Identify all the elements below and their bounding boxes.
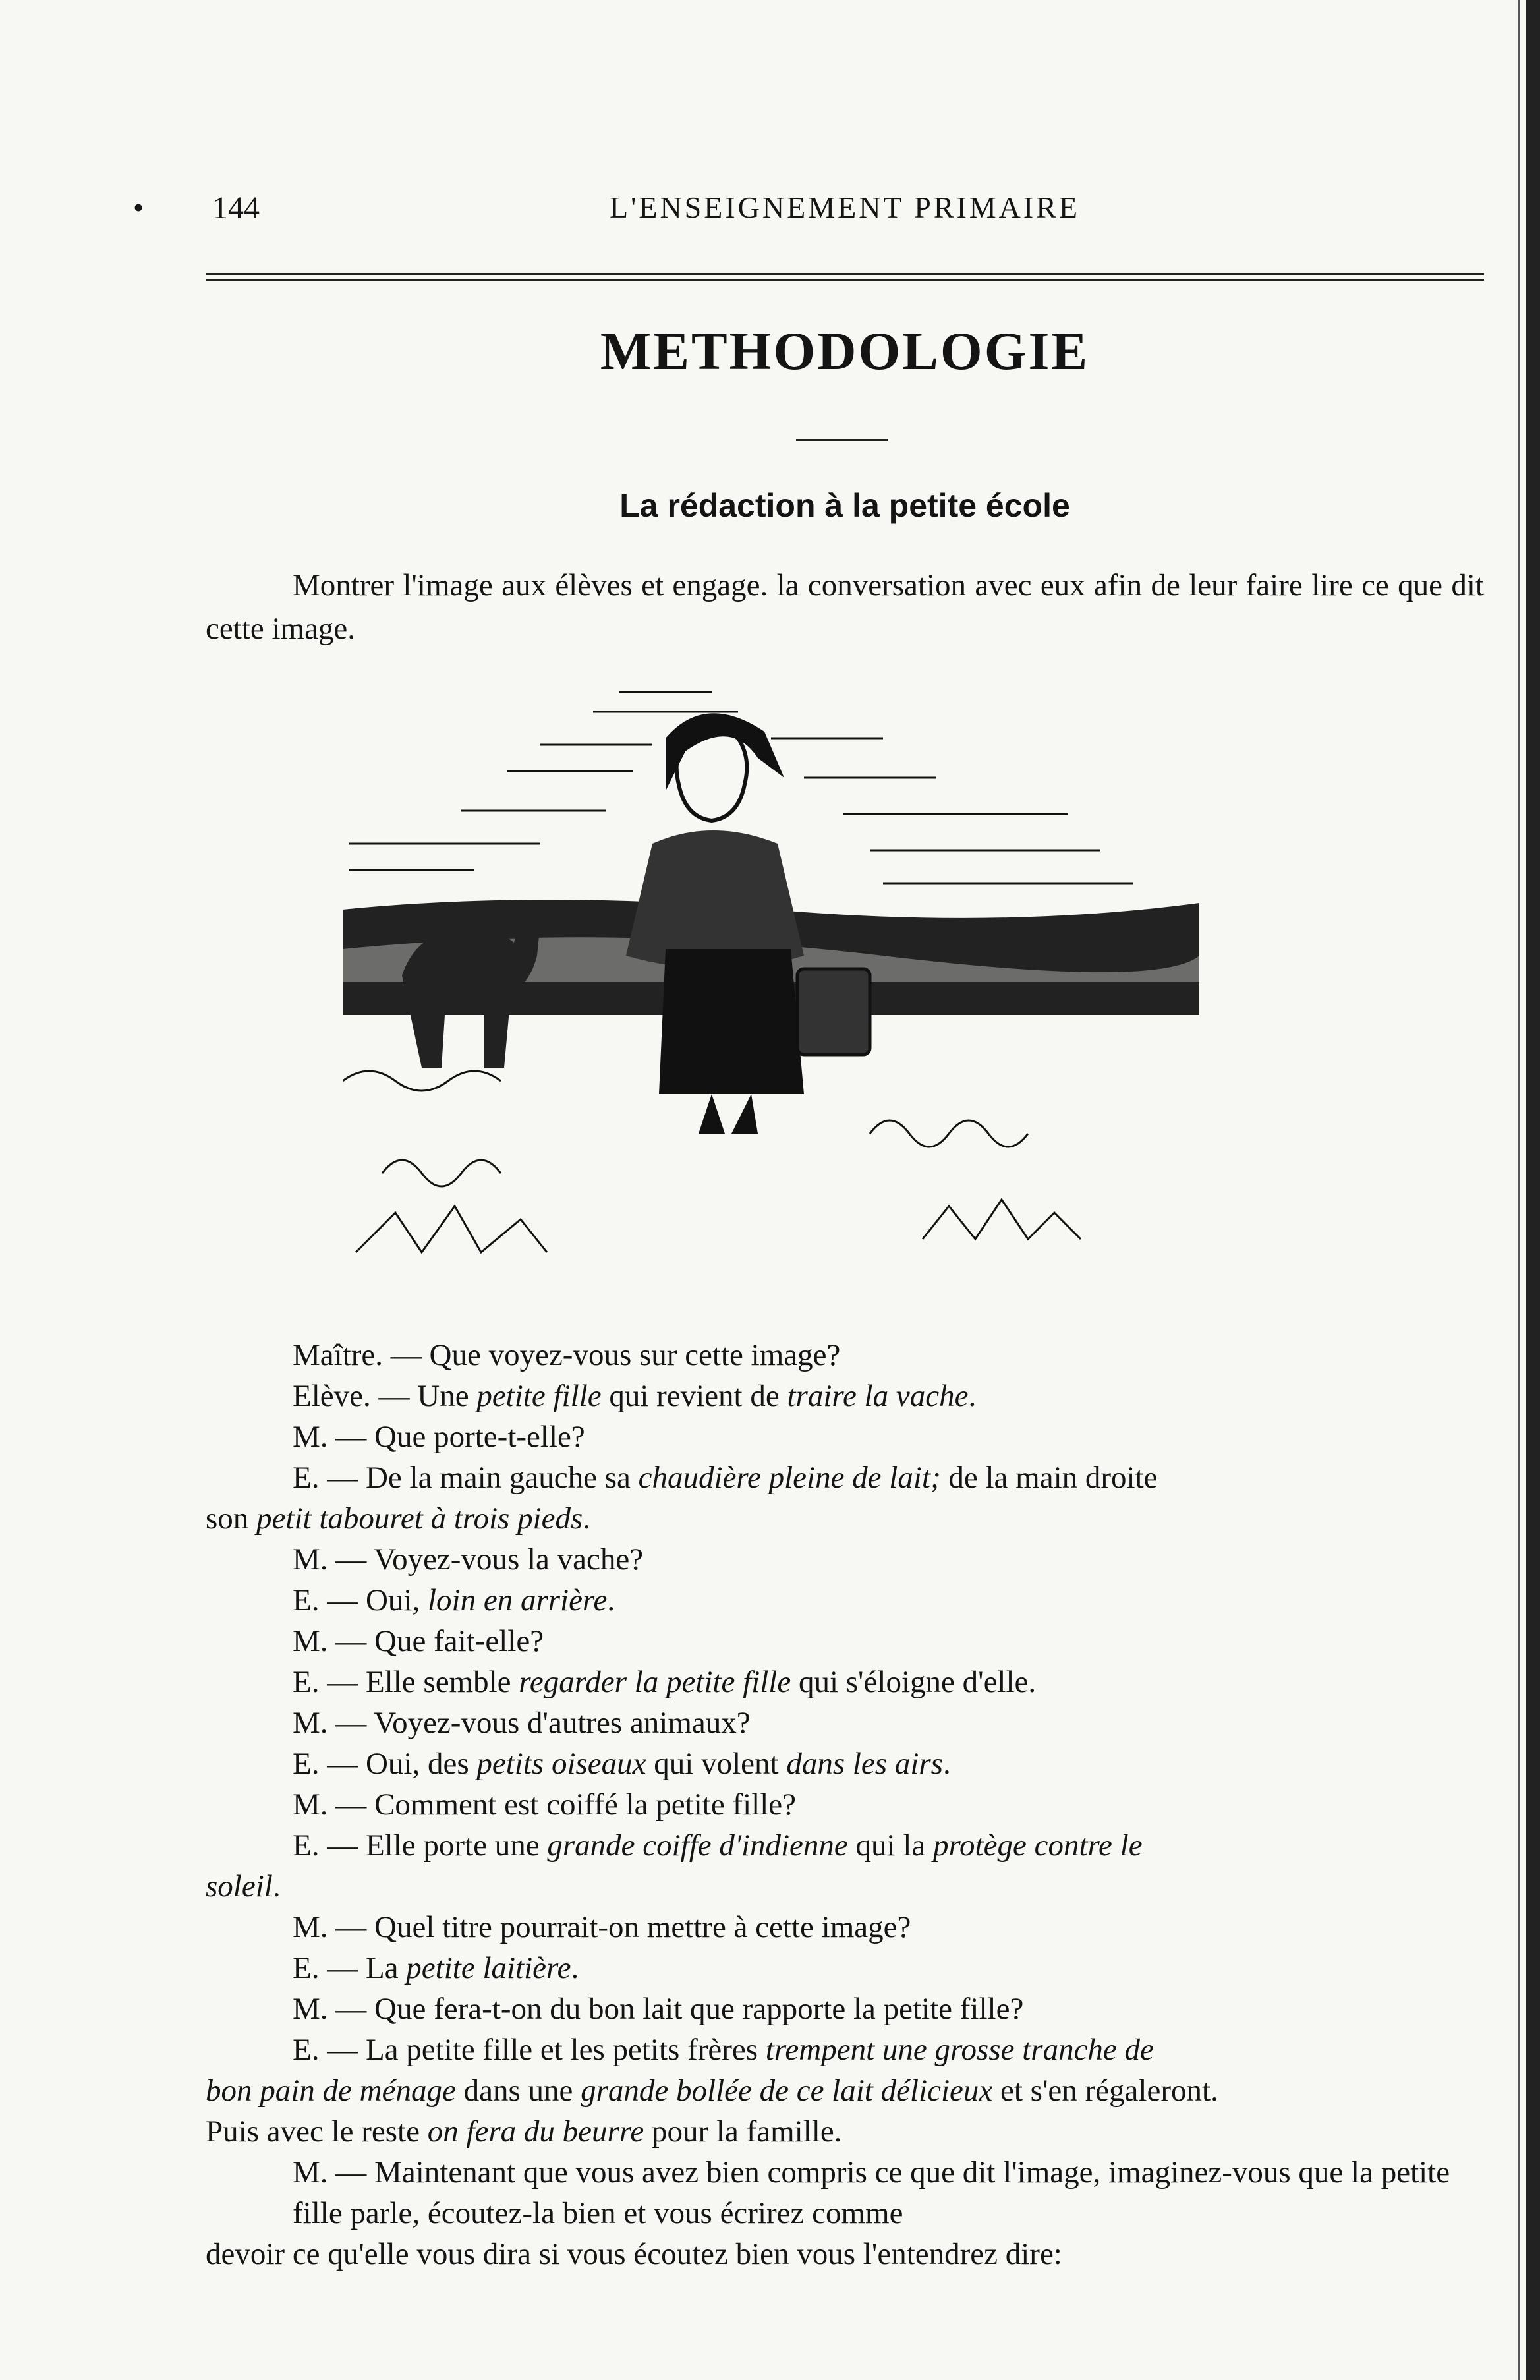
line-text: Une [417,1379,477,1413]
line-text: Puis avec le reste [206,2114,428,2149]
line-text: La [365,1951,407,1985]
dialogue-line [206,1866,1484,1907]
line-text: devoir ce qu'elle vous dira si vous écoutez bien vous l'entendrez dire: [206,2237,1062,2271]
line-text: pour la famille. [644,2114,842,2149]
speaker: E. — [293,2033,358,2067]
line-text: Que porte-t-elle? [374,1420,585,1454]
line-text: La petite fille et les petits frères [365,2033,766,2067]
line-text: Voyez-vous d'autres animaux? [374,1706,751,1740]
dialogue [206,1335,1484,2275]
page-edge-shadow [1526,0,1540,2380]
page-header [133,190,1484,229]
line-text: Oui, des [365,1747,477,1781]
speaker: E. — [293,1665,358,1699]
line-text: Elle porte une [365,1828,548,1863]
line-text: qui la [847,1828,934,1863]
speaker: M. — [293,1910,367,1944]
dialogue-line [206,1702,1484,1743]
line-text: Que voyez-vous sur cette image? [429,1338,841,1372]
dialogue-line [206,2070,1484,2111]
emphasis: on fera du beurre [427,2114,644,2149]
emphasis: petite fille [476,1379,602,1413]
section-title: METHODOLOGIE [600,321,1090,381]
speaker: M. — [293,1624,367,1658]
line-text: dans une [455,2074,581,2108]
emphasis: petit tabouret à trois pieds [256,1501,583,1536]
line-text: Que fera-t-on du bon lait que rapporte la petite fille? [374,1992,1024,2026]
speaker: E. — [293,1951,358,1985]
line-text: Maintenant que vous avez bien compris ce que dit l'image, imaginez-vous que la petite fille parle, écoutez-la bien et vous écrirez comme [293,2155,1450,2230]
speaker: Elève. — [293,1379,410,1413]
speaker: M. — [293,1787,367,1822]
line-text: Voyez-vous la vache? [374,1542,644,1577]
dialogue-line [206,1907,1484,1948]
emphasis: regarder la petite fille [519,1665,791,1699]
emphasis: dans les airs [786,1747,943,1781]
article-subtitle: La rédaction à la petite école [619,487,1070,524]
emphasis: grande coiffe d'indienne [547,1828,848,1863]
emphasis: loin en arrière [427,1583,608,1617]
dialogue-line [206,1662,1484,1702]
dialogue-line [206,1621,1484,1662]
running-head: L'ENSEIGNEMENT PRIMAIRE [609,190,1081,224]
emphasis: bon pain de ménage [206,2074,456,2108]
line-text: . [607,1583,615,1617]
line-text: Comment est coiffé la petite fille? [374,1787,796,1822]
line-text: et s'en régaleront. [992,2074,1218,2108]
line-text: Que fait-elle? [374,1624,544,1658]
speaker: E. — [293,1461,358,1495]
line-text: . [968,1379,977,1413]
title-rule [796,439,888,441]
intro-text: Montrer l'image aux élèves et engage. la conversation avec eux afin de leur faire lire ce que dit cette image. [206,568,1484,646]
speaker: E. — [293,1828,358,1863]
dialogue-line [206,1498,1484,1539]
speaker: M. — [293,1420,367,1454]
line-text: Elle semble [365,1665,519,1699]
dialogue-line [206,2152,1484,2234]
emphasis: chaudière pleine de lait; [638,1461,941,1495]
emphasis: traire la vache [787,1379,969,1413]
header-rule-thin [206,279,1484,281]
emphasis: protège contre le [933,1828,1143,1863]
page-edge-line [1518,0,1520,2380]
margin-bullet: • [133,190,144,224]
line-text: . [583,1501,591,1536]
line-text: Quel titre pourrait-on mettre à cette image? [374,1910,911,1944]
intro-paragraph [206,564,1484,651]
dialogue-line [206,1784,1484,1825]
speaker: E. — [293,1583,358,1617]
dialogue-line [206,1539,1484,1580]
line-text: qui s'éloigne d'elle. [791,1665,1037,1699]
emphasis: grande bollée de ce lait délicieux [581,2074,993,2108]
speaker: Maître. — [293,1338,422,1372]
dialogue-line [206,1457,1484,1498]
line-text: de la main droite [940,1461,1158,1495]
line-text: qui revient de [601,1379,787,1413]
dialogue-line [206,1335,1484,1376]
speaker: M. — [293,2155,367,2190]
dialogue-line [206,2029,1484,2070]
emphasis: trempent une grosse tranche de [765,2033,1154,2067]
dialogue-line [206,1743,1484,1784]
line-text: son [206,1501,257,1536]
speaker: M. — [293,1706,367,1740]
illustration-milkmaid [343,672,1199,1285]
line-text: . [942,1747,951,1781]
dialogue-line [206,2234,1484,2275]
speaker: M. — [293,1992,367,2026]
emphasis: petite laitière [406,1951,571,1985]
header-rule [206,273,1484,275]
line-text: . [272,1869,281,1903]
line-text: Oui, [365,1583,428,1617]
line-text: qui volent [646,1747,787,1781]
dialogue-line [206,1948,1484,1988]
speaker: M. — [293,1542,367,1577]
speaker: E. — [293,1747,358,1781]
dialogue-line [206,1988,1484,2029]
line-text: De la main gauche sa [365,1461,639,1495]
dialogue-line [206,2111,1484,2152]
dialogue-line [206,1580,1484,1621]
emphasis: soleil [206,1869,273,1903]
dialogue-line [206,1416,1484,1457]
page-number: 144 [212,190,260,225]
emphasis: petits oiseaux [476,1747,646,1781]
dialogue-line [206,1376,1484,1416]
line-text: . [571,1951,579,1985]
dialogue-line [206,1825,1484,1866]
